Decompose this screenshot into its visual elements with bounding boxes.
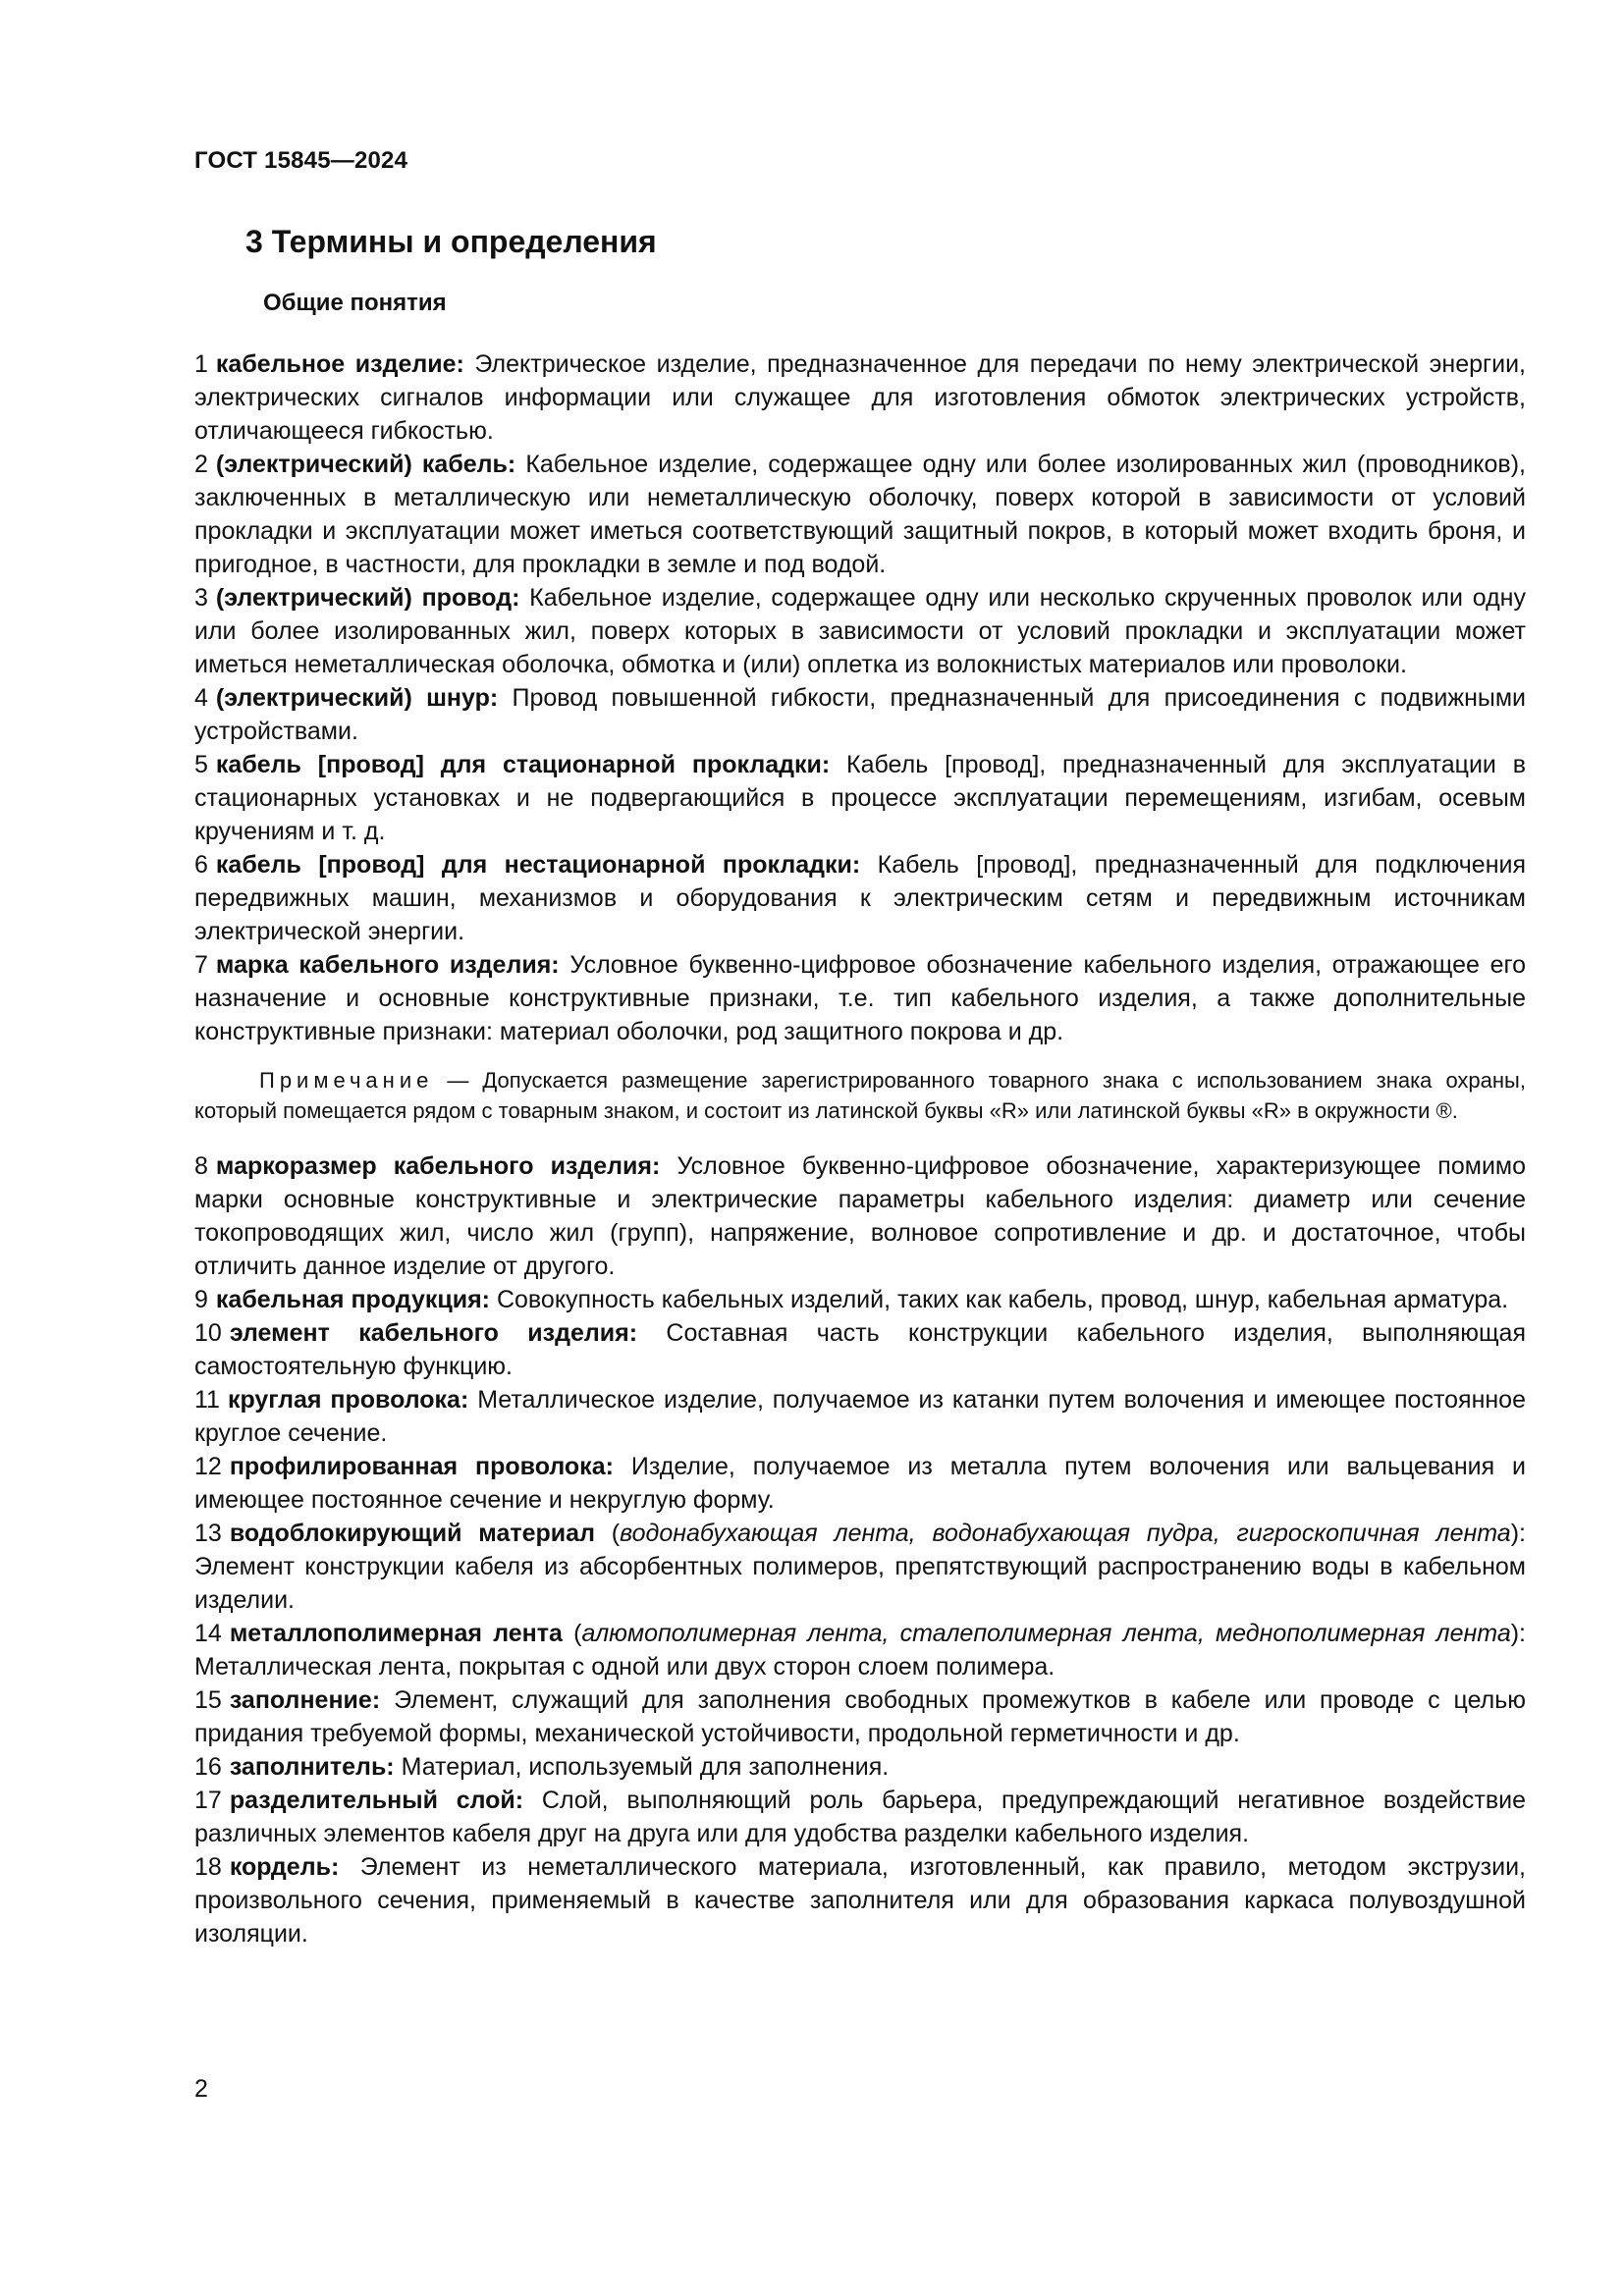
term-name: заполнитель:	[229, 1753, 395, 1781]
term-name: водоблокирующий материал	[229, 1520, 595, 1547]
term-entry-10	[194, 1316, 1526, 1383]
term-number: 10	[194, 1319, 222, 1347]
term-definition: Кабель [провод], предназначенный для эксплуатации в стационарных установках и не подвергающийся в процессе эксплуатации перемещениям, изгибам, осевым кручениям и т. д.	[194, 751, 1526, 845]
terms-list	[194, 347, 1526, 1950]
term-entry-12	[194, 1450, 1526, 1517]
term-entry-11	[194, 1383, 1526, 1450]
term-number: 13	[194, 1520, 222, 1547]
note-text: — Допускается размещение зарегистрированного товарного знака с использованием знака охраны, который помещается рядом с товарным знаком, и состоит из латинской буквы «R» или латинской буквы «R» в окружности ®.	[194, 1068, 1526, 1123]
term-number: 18	[194, 1853, 222, 1881]
term-number: 3	[194, 584, 208, 612]
term-number: 8	[194, 1152, 208, 1180]
term-synonyms: алюмополимерная лента, сталеполимерная лента, меднополимерная лента	[581, 1620, 1511, 1647]
term-definition: Совокупность кабельных изделий, таких как кабель, провод, шнур, кабельная арматура.	[496, 1286, 1509, 1313]
term-entry-18	[194, 1850, 1526, 1950]
subsection-title: Общие понятия	[263, 290, 447, 316]
term-definition: Элемент, служащий для заполнения свободных промежутков в кабеле или проводе с целью придания требуемой формы, механической устойчивости, продольной герметичности и др.	[194, 1686, 1526, 1747]
term-definition: Кабель [провод], предназначенный для подключения передвижных машин, механизмов и оборудования к электрическим сетям и передвижным источникам электрической энергии.	[194, 851, 1527, 945]
term-name: кабельная продукция:	[215, 1286, 491, 1313]
term-definition: Условное буквенно-цифровое обозначение кабельного изделия, отражающее его назначение и основные конструктивные признаки, т.е. тип кабельного изделия, а также дополнительные конструктивные признаки: материал оболочки, род защитного покрова и др.	[194, 951, 1526, 1045]
term-name: кордель:	[229, 1853, 340, 1881]
term-definition: Материал, используемый для заполнения.	[401, 1753, 890, 1781]
term-definition: Электрическое изделие, предназначенное для передачи по нему электрической энергии, электрических сигналов информации или служащее для изготовления обмоток электрических устройств, отличающееся гибкостью.	[194, 350, 1527, 445]
term-name: маркоразмер кабельного изделия:	[215, 1152, 661, 1180]
term-name: (электрический) шнур:	[215, 684, 499, 712]
term-entry-7	[194, 948, 1526, 1048]
note-label: Примечание	[259, 1068, 434, 1093]
term-definition: Металлическая лента, покрытая с одной или двух сторон слоем полимера.	[194, 1653, 1056, 1681]
term-name: разделительный слой:	[229, 1787, 524, 1814]
term-definition: Условное буквенно-цифровое обозначение, характеризующее помимо марки основные конструктивные и электрические параметры кабельного изделия: диаметр или сечение токопроводящих жил, число жил (групп), напряжение, волновое сопротивление и др. и достаточное, чтобы отличить данное изделие от другого.	[194, 1152, 1526, 1280]
term-definition: Кабельное изделие, содержащее одну или несколько скрученных проволок или одну или более изолированных жил, поверх которых в зависимости от условий прокладки и эксплуатации может иметься неметаллическая оболочка, обмотка и (или) оплетка из волокнистых материалов или проволоки.	[194, 584, 1526, 678]
term-name: элемент кабельного изделия:	[229, 1319, 638, 1347]
term-number: 15	[194, 1686, 222, 1714]
term-number: 7	[194, 951, 208, 979]
term-name: (электрический) провод:	[215, 584, 520, 612]
section-title: 3 Термины и определения	[245, 224, 657, 259]
term-entry-5	[194, 748, 1526, 848]
term-definition: Составная часть конструкции кабельного изделия, выполняющая самостоятельную функцию.	[194, 1319, 1526, 1380]
term-number: 4	[194, 684, 208, 712]
term-definition: Элемент конструкции кабеля из абсорбентных полимеров, препятствующий распространению воды в кабельном изделии.	[194, 1553, 1526, 1614]
term-entry-1	[194, 347, 1526, 448]
note-block	[194, 1065, 1526, 1126]
term-name: заполнение:	[229, 1686, 381, 1714]
term-name: марка кабельного изделия:	[215, 951, 560, 979]
term-entry-3	[194, 581, 1526, 681]
term-definition: Провод повышенной гибкости, предназначенный для присоединения с подвижными устройствами.	[194, 684, 1527, 745]
term-synonyms: водонабухающая лента, водонабухающая пудра, гигроскопичная лента	[620, 1520, 1511, 1547]
term-number: 1	[194, 350, 208, 378]
term-entry-17	[194, 1784, 1526, 1850]
term-definition: Слой, выполняющий роль барьера, предупреждающий негативное воздействие различных элементов кабеля друг на друга или для удобства разделки кабельного изделия.	[194, 1787, 1526, 1847]
term-number: 11	[194, 1386, 220, 1414]
term-entry-16	[194, 1750, 1526, 1784]
term-name: профилированная проволока:	[229, 1453, 614, 1480]
page-number: 2	[194, 2075, 208, 2103]
term-number: 12	[194, 1453, 222, 1480]
term-entry-15	[194, 1683, 1526, 1750]
term-number: 9	[194, 1286, 208, 1313]
term-number: 6	[194, 851, 208, 879]
term-entry-14: 14 металлополимерная лента (алюмополимерная лента, сталеполимерная лента, меднополимерная лента): Металлическая лента, покрытая с одной или двух сторон слоем полимера.	[194, 1620, 1527, 1681]
term-entry-4	[194, 681, 1526, 748]
term-name: кабельное изделие:	[215, 350, 464, 378]
term-name: кабель [провод] для нестационарной прокладки:	[215, 851, 861, 879]
term-entry-6	[194, 848, 1526, 948]
term-name: (электрический) кабель:	[215, 451, 516, 478]
term-name: кабель [провод] для стационарной прокладки:	[215, 751, 831, 778]
term-name: металлополимерная лента	[229, 1620, 563, 1647]
term-entry-8	[194, 1149, 1526, 1283]
term-definition: Элемент из неметаллического материала, изготовленный, как правило, методом экструзии, произвольного сечения, применяемый в качестве заполнителя или для образования каркаса полувоздушной изоляции.	[194, 1853, 1526, 1948]
term-number: 17	[194, 1787, 222, 1814]
term-definition: Кабельное изделие, содержащее одну или более изолированных жил (проводников), заключенных в металлическую или неметаллическую оболочку, поверх которой в зависимости от условий прокладки и эксплуатации может иметься соответствующий защитный покров, в который может входить броня, и пригодное, в частности, для прокладки в земле и под водой.	[194, 451, 1526, 578]
term-number: 14	[194, 1620, 222, 1647]
term-entry-13: 13 водоблокирующий материал (водонабухающая лента, водонабухающая пудра, гигроскопичная лента): Элемент конструкции кабеля из абсорбентных полимеров, препятствующий распространению воды в кабельном изделии.	[194, 1520, 1526, 1614]
term-number: 5	[194, 751, 208, 778]
term-number: 2	[194, 451, 208, 478]
term-definition: Изделие, получаемое из металла путем волочения или вальцевания и имеющее постоянное сечение и некруглую форму.	[194, 1453, 1526, 1514]
document-code-header: ГОСТ 15845—2024	[194, 147, 408, 174]
term-definition: Металлическое изделие, получаемое из катанки путем волочения и имеющее постоянное круглое сечение.	[194, 1386, 1526, 1447]
term-entry-9	[194, 1283, 1526, 1316]
term-entry-2	[194, 448, 1526, 581]
term-number: 16	[194, 1753, 222, 1781]
term-name: круглая проволока:	[227, 1386, 469, 1414]
